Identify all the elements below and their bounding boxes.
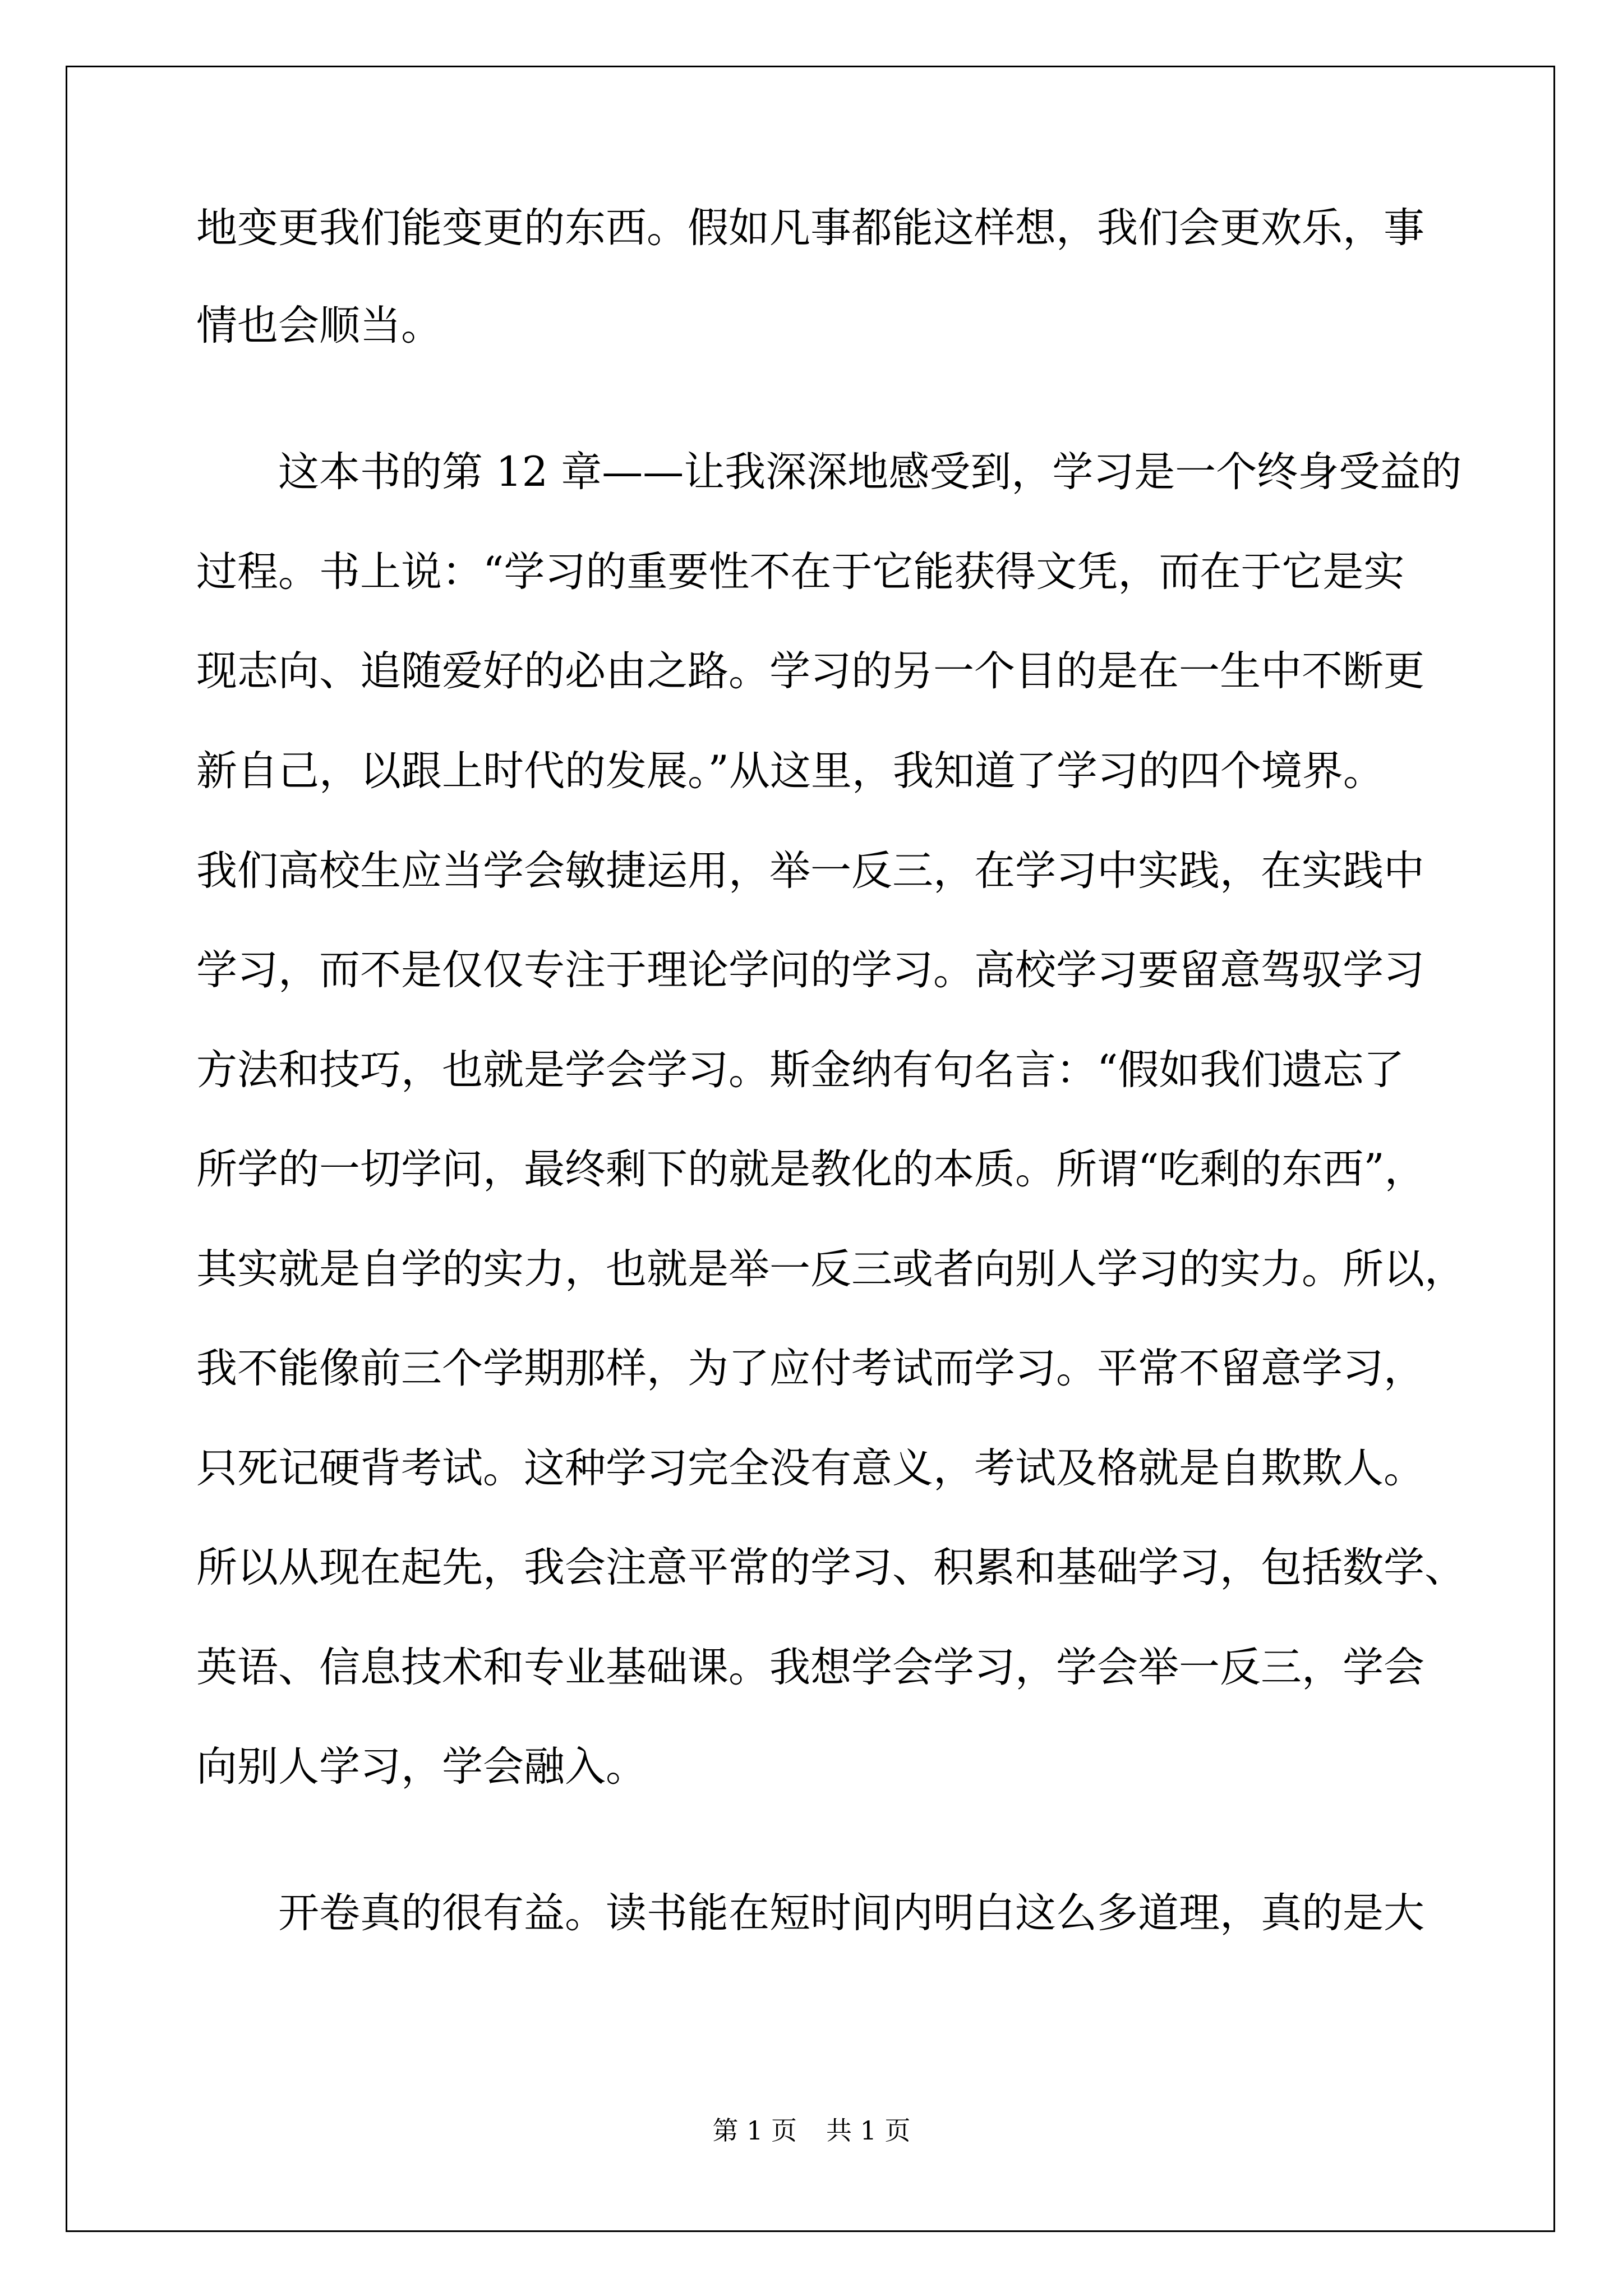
page-footer — [0, 2110, 1623, 2147]
text-line: 只死记硬背考试。这种学习完全没有意义，考试及格就是自欺欺人。 — [196, 1444, 1424, 1492]
text-line: 学习，而不是仅仅专注于理论学问的学习。高校学习要留意驾驭学习 — [196, 946, 1424, 994]
text-line: 地变更我们能变更的东西。假如凡事都能这样想，我们会更欢乐，事 — [196, 204, 1424, 252]
text-line: 所学的一切学问，最终剩下的就是教化的本质。所谓“吃剩的东西”， — [196, 1145, 1426, 1193]
paragraph-start-line: 这本书的第 12 章——让我深深地感受到，学习是一个终身受益的 — [278, 448, 1462, 496]
text-line: 英语、信息技术和专业基础课。我想学会学习，学会举一反三，学会 — [196, 1644, 1424, 1691]
text-line: 过程。书上说：“学习的重要性不在于它能获得文凭，而在于它是实 — [196, 548, 1405, 596]
page-number: 第 1 页 — [712, 2115, 797, 2146]
text-line: 我们高校生应当学会敏捷运用，举一反三，在学习中实践，在实践中 — [196, 847, 1424, 895]
text-line: 向别人学习，学会融入。 — [196, 1743, 647, 1791]
text-line: 其实就是自学的实力，也就是举一反三或者向别人学习的实力。所以， — [196, 1245, 1465, 1293]
text-line: 新自己，以跟上时代的发展。”从这里，我知道了学习的四个境界。 — [196, 747, 1384, 795]
text-line: 所以从现在起先，我会注意平常的学习、积累和基础学习，包括数学、 — [196, 1544, 1465, 1591]
text-line: 方法和技巧，也就是学会学习。斯金纳有句名言：“假如我们遗忘了 — [196, 1046, 1405, 1094]
text-line: 情也会顺当。 — [196, 302, 442, 349]
text-line: 我不能像前三个学期那样，为了应付考试而学习。平常不留意学习， — [196, 1345, 1424, 1392]
text-line: 现志向、追随爱好的必由之路。学习的另一个目的是在一生中不断更 — [196, 647, 1424, 695]
page-total: 共 1 页 — [826, 2115, 911, 2146]
paragraph-start-line: 开卷真的很有益。读书能在短时间内明白这么多道理，真的是大 — [278, 1889, 1424, 1937]
